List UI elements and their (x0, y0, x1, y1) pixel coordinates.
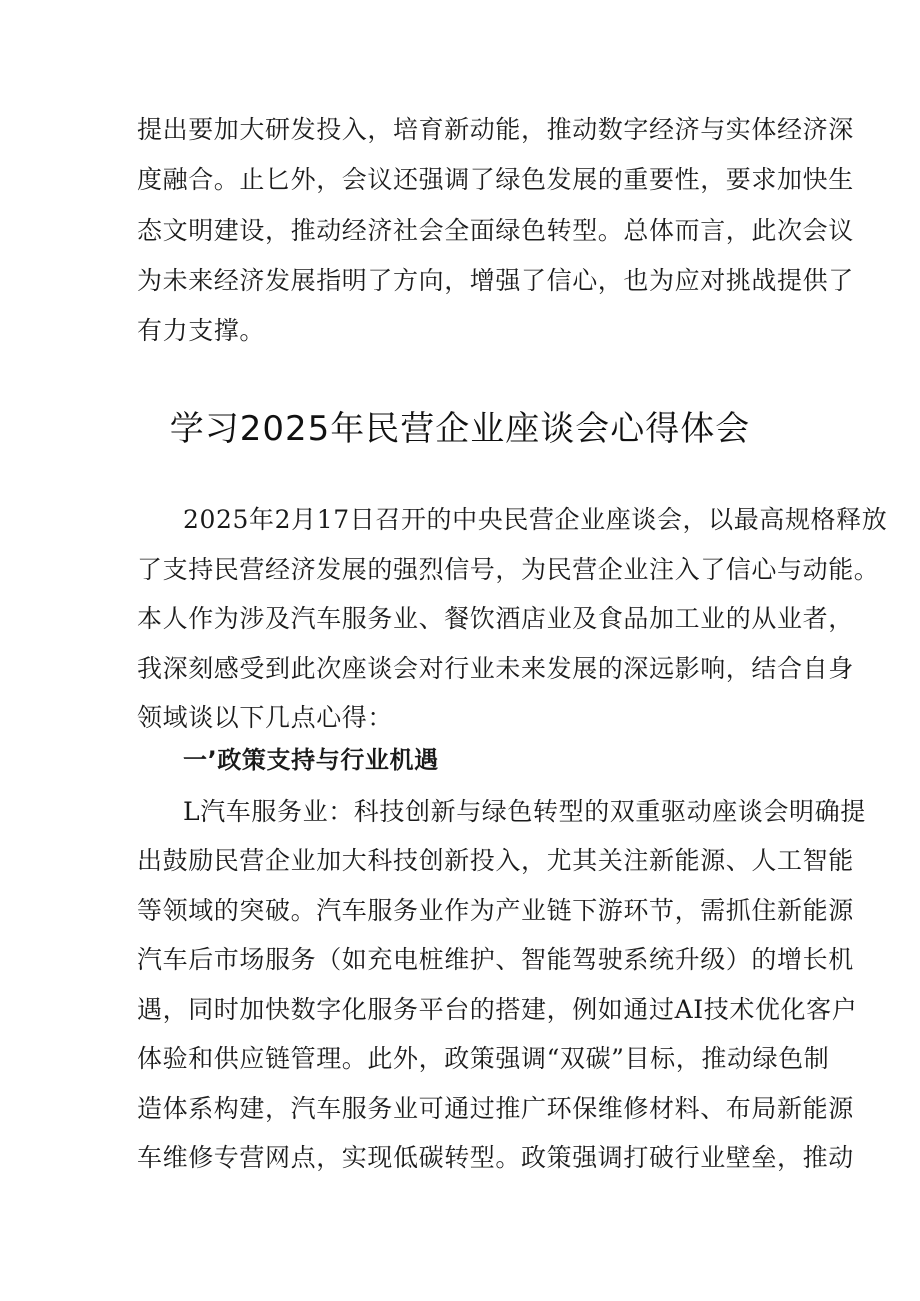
paragraph2-line-4: 汽车后市场服务（如充电桩维护、智能驾驶系统升级）的增长机 (137, 945, 854, 974)
paragraph2-line-1: L汽车服务业：科技创新与绿色转型的双重驱动座谈会明确提 (183, 797, 866, 826)
paragraph2-line-3: 等领域的突破。汽车服务业作为产业链下游环节，需抓住新能源 (137, 896, 854, 925)
intro-line-4: 为未来经济发展指明了方向，增强了信心，也为应对挑战提供了 (137, 266, 854, 295)
paragraph2-line-2: 出鼓励民营企业加大科技创新投入，尤其关注新能源、人工智能 (137, 846, 854, 875)
intro-line-5: 有力支撑。 (137, 316, 266, 345)
page-title: 学习2025年民营企业座谈会心得体会 (169, 409, 751, 449)
paragraph2-line-8: 车维修专营网点，实现低碳转型。政策强调打破行业壁垒，推动 (137, 1143, 854, 1172)
intro-line-2: 度融合。止匕外，会议还强调了绿色发展的重要性，要求加快生 (137, 165, 854, 194)
paragraph2-line-5: 遇，同时加快数字化服务平台的搭建，例如通过AI技术优化客户 (137, 995, 858, 1024)
intro-line-3: 态文明建设，推动经济社会全面绿色转型。总体而言，此次会议 (137, 216, 854, 245)
paragraph2-line-6: 体验和供应链管理。此外，政策强调“双碳”目标，推动绿色制 (137, 1044, 830, 1073)
paragraph1-line-4: 我深刻感受到此次座谈会对行业未来发展的深远影响，结合自身 (137, 654, 854, 683)
paragraph2-line-7: 造体系构建，汽车服务业可通过推广环保维修材料、布局新能源 (137, 1094, 854, 1123)
paragraph1-line-2: 了支持民营经济发展的强烈信号，为民营企业注入了信心与动能。 (137, 555, 880, 584)
paragraph1-line-1: 2025年2月17日召开的中央民营企业座谈会，以最高规格释放 (183, 505, 888, 534)
section-heading: 一’政策支持与行业机遇 (183, 746, 439, 774)
paragraph1-line-3: 本人作为涉及汽车服务业、餐饮酒店业及食品加工业的从业者， (137, 604, 854, 633)
intro-line-1: 提出要加大研发投入，培育新动能，推动数字经济与实体经济深 (137, 115, 854, 144)
paragraph1-line-5: 领域谈以下几点心得： (137, 703, 394, 732)
